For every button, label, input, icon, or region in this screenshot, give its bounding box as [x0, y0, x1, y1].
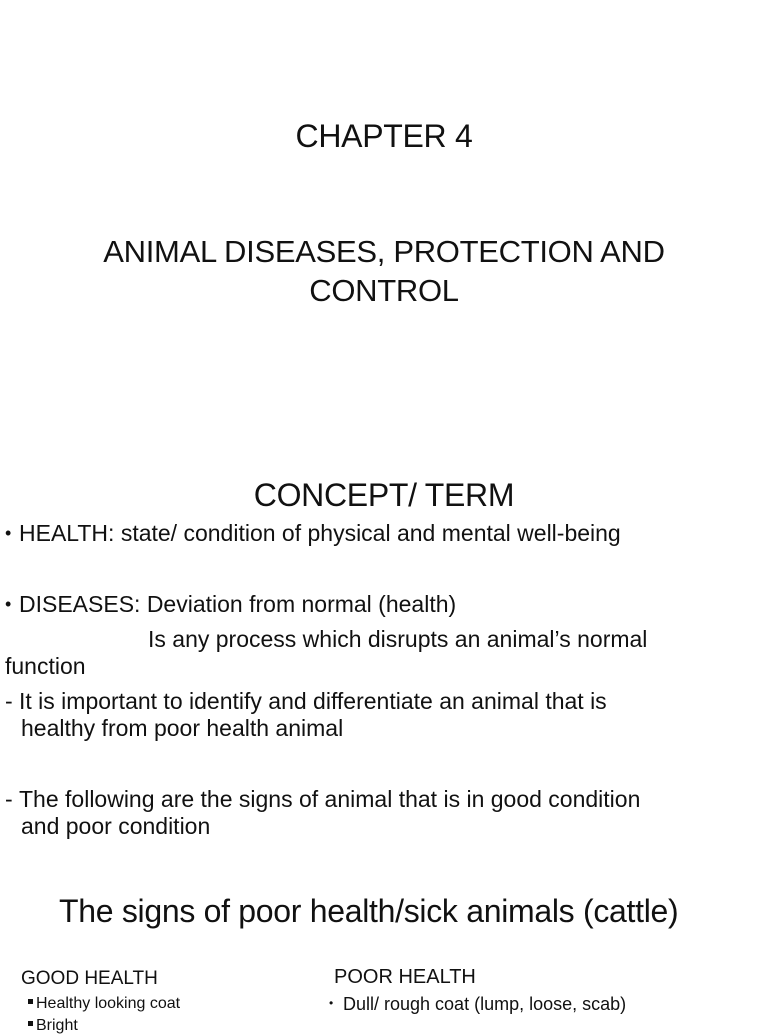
poor-health-heading: POOR HEALTH — [334, 966, 476, 988]
poor-health-item-text: Dull/ rough coat (lump, loose, scab) — [343, 994, 627, 1014]
chapter-title: CHAPTER 4 — [295, 118, 473, 154]
following-line-1 — [5, 786, 640, 813]
good-health-item-text: Bright — [36, 1017, 78, 1034]
dash-marker: - — [5, 786, 13, 812]
diseases-text: DISEASES: Deviation from normal (health) — [19, 591, 457, 617]
health-definition — [5, 520, 621, 547]
health-text: HEALTH: state/ condition of physical and mental well-being — [19, 520, 621, 546]
diseases-continuation-2: function — [5, 653, 86, 679]
dash-marker: - — [5, 688, 13, 714]
poor-health-item — [329, 994, 626, 1015]
identify-line-2: healthy from poor health animal — [21, 715, 344, 741]
main-title — [0, 232, 768, 310]
good-health-heading: GOOD HEALTH — [21, 968, 158, 989]
following-line-2: and poor condition — [21, 813, 211, 839]
following-text-1: The following are the signs of animal that is in good condition — [19, 786, 641, 812]
main-title-line-1: ANIMAL DISEASES, PROTECTION AND — [103, 234, 665, 269]
square-bullet-icon — [28, 999, 33, 1004]
diseases-definition — [5, 591, 456, 618]
identify-line-1 — [5, 688, 607, 715]
bullet-icon: • — [5, 523, 12, 543]
identify-text-1: It is important to identify and differentiate an animal that is — [19, 688, 607, 714]
concept-heading: CONCEPT/ TERM — [253, 477, 515, 513]
good-health-item-text: Healthy looking coat — [36, 995, 181, 1012]
main-title-line-2: CONTROL — [309, 273, 459, 308]
good-health-item — [28, 995, 180, 1013]
good-health-item — [28, 1017, 78, 1035]
signs-heading: The signs of poor health/sick animals (cattle) — [59, 893, 679, 929]
diseases-continuation-1: Is any process which disrupts an animal’s normal — [148, 626, 648, 652]
bullet-icon: • — [5, 594, 12, 614]
bullet-icon: • — [329, 996, 334, 1010]
